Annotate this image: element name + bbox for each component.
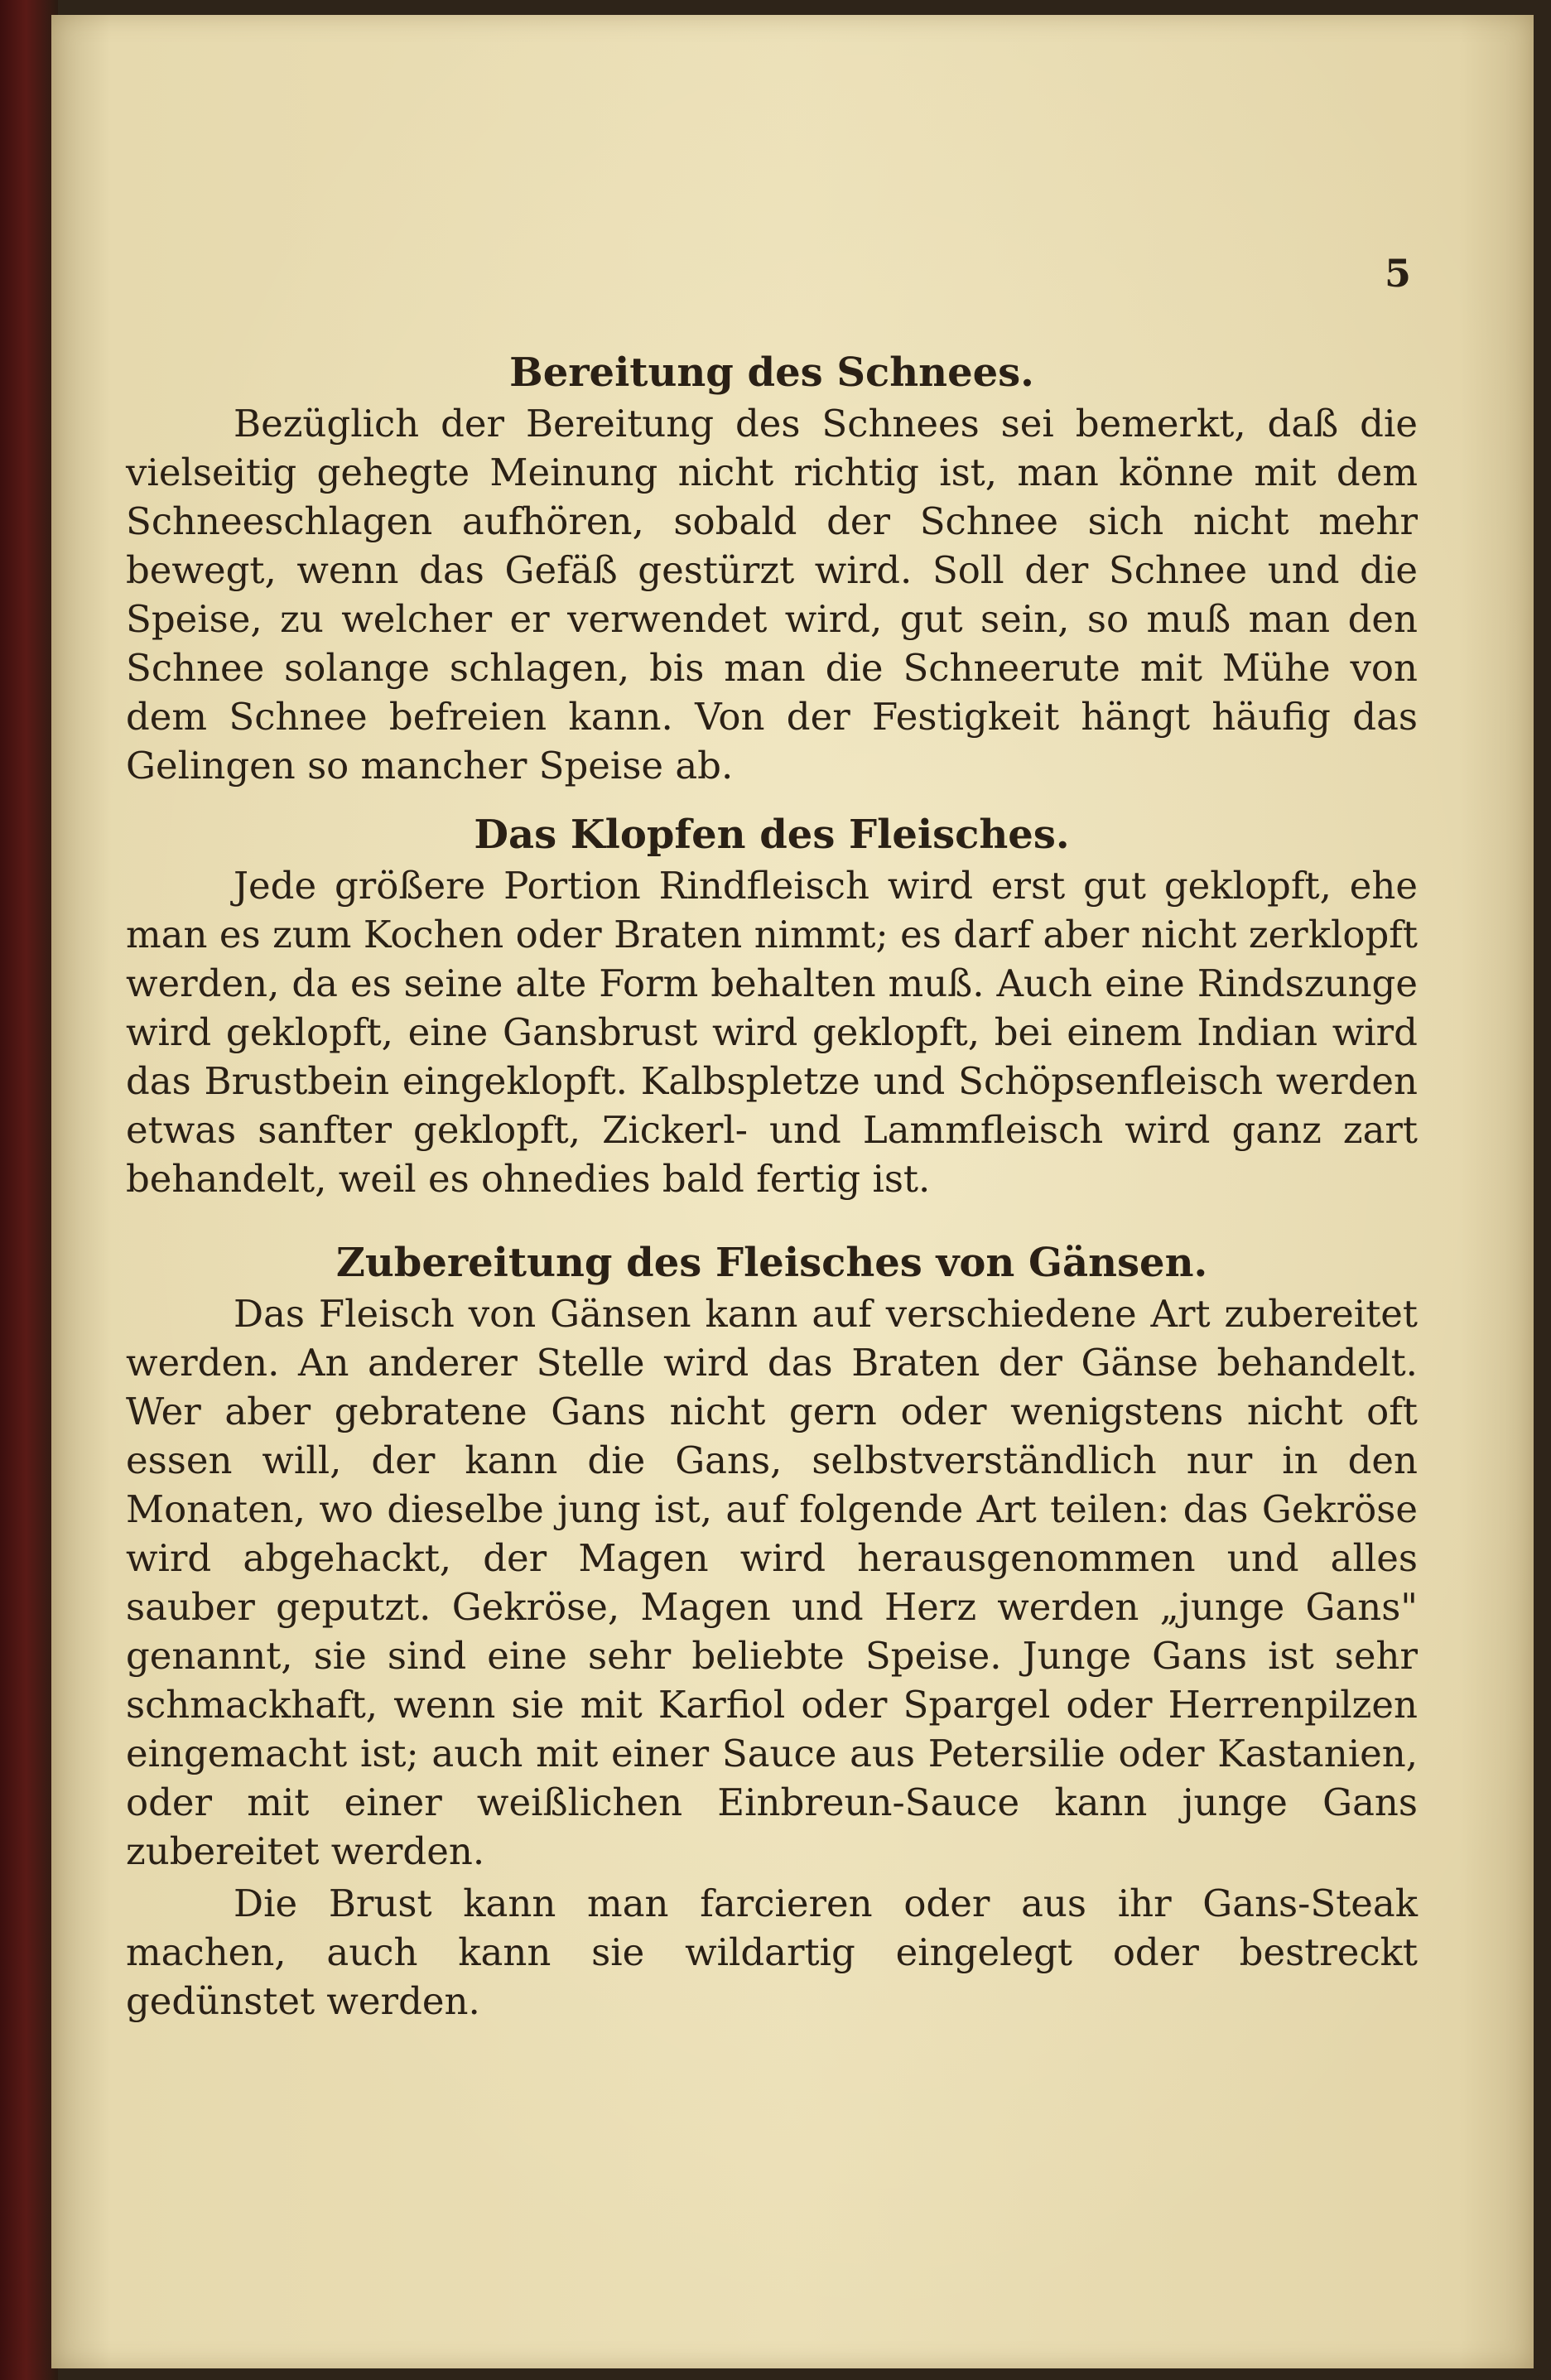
book-binding-edge: [0, 0, 58, 2380]
paragraph-gaense-2: Die Brust kann man farcieren oder aus ihr Gans-Steak machen, auch kann sie wildartig eingelegt oder bestreckt gedünstet werden.: [126, 1881, 1418, 2023]
paragraph-klopfen: Jede größere Portion Rindfleisch wird erst gut geklopft, ehe man es zum Kochen oder Braten nimmt; es darf aber nicht zerklopft werden, da es seine alte Form behalten muß. Auch eine Rindszunge wird geklopft, eine Gansbrust wird geklopft, bei einem Indian wird das Brustbein eingeklopft. Kalbspletze und Schöpsenfleisch werden etwas sanfter geklopft, Zickerl- und Lammfleisch wird ganz zart behandelt, weil es ohnedies bald fertig ist.: [126, 864, 1418, 1201]
page-number: 5: [1385, 251, 1412, 296]
section-heading-schnee: Bereitung des Schnees.: [509, 349, 1034, 396]
page-content: [126, 346, 1418, 2026]
book-page: [51, 15, 1534, 2368]
paragraph-gaense-1: Das Fleisch von Gänsen kann auf verschiedene Art zubereitet werden. An anderer Stelle wird das Braten der Gänse behandelt. Wer aber gebratene Gans nicht gern oder wenigstens nicht oft essen will, der kann die Gans, selbstverständlich nur in den Monaten, wo dieselbe jung ist, auf folgende Art teilen: das Gekröse wird abgehackt, der Magen wird herausgenommen und alles sauber geputzt. Gekröse, Magen und Herz werden „junge Gans" genannt, sie sind eine sehr beliebte Speise. Junge Gans ist sehr schmackhaft, wenn sie mit Karfiol oder Spargel oder Herrenpilzen eingemacht ist; auch mit einer Sauce aus Petersilie oder Kastanien, oder mit einer weißlichen Einbreun-Sauce kann junge Gans zubereitet werden.: [126, 1292, 1418, 1873]
paragraph-schnee: Bezüglich der Bereitung des Schnees sei bemerkt, daß die vielseitig gehegte Meinung nicht richtig ist, man könne mit dem Schneeschlagen aufhören, sobald der Schnee sich nicht mehr bewegt, wenn das Gefäß gestürzt wird. Soll der Schnee und die Speise, zu welcher er verwendet wird, gut sein, so muß man den Schnee solange schlagen, bis man die Schneerute mit Mühe von dem Schnee befreien kann. Von der Festigkeit hängt häufig das Gelingen so mancher Speise ab.: [126, 402, 1418, 788]
section-heading-gaense: Zubereitung des Fleisches von Gänsen.: [335, 1240, 1208, 1286]
section-heading-klopfen: Das Klopfen des Fleisches.: [474, 812, 1070, 858]
